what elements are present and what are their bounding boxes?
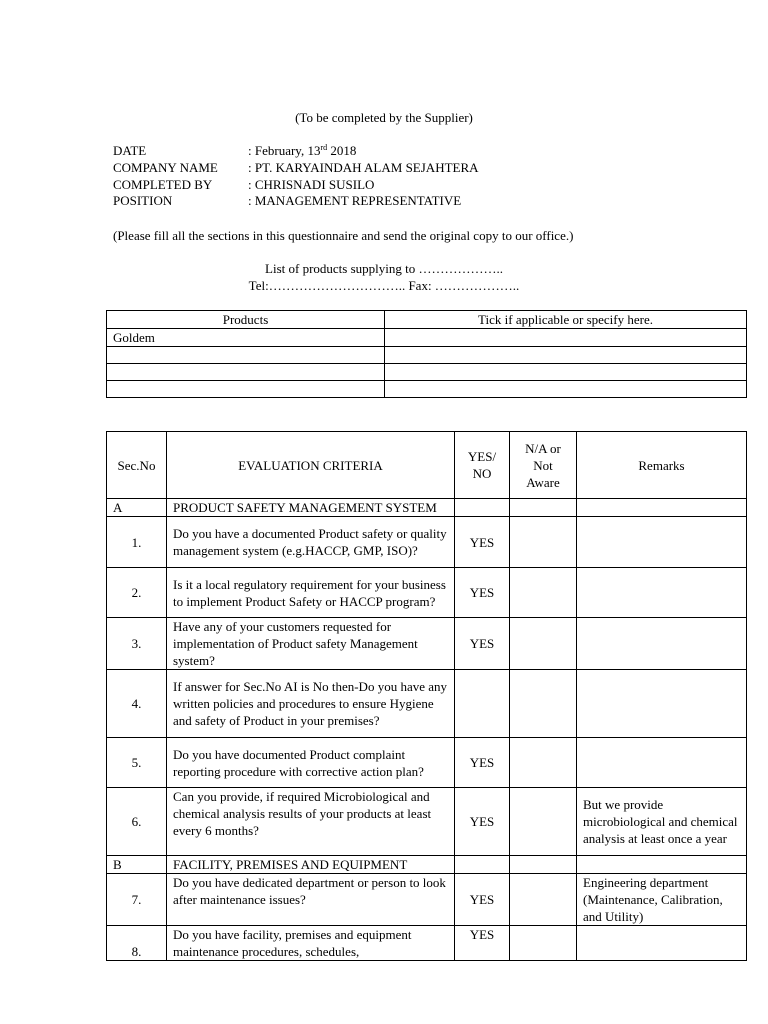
- products-header-row: [107, 311, 747, 329]
- table-row: [107, 364, 747, 381]
- table-row: [107, 329, 747, 347]
- yes-no-cell[interactable]: YES: [455, 874, 510, 926]
- section-blank: [455, 499, 510, 517]
- na-cell[interactable]: [510, 618, 577, 670]
- yes-no-cell[interactable]: [455, 670, 510, 738]
- row-number: 1.: [107, 517, 167, 568]
- products-header: Products: [107, 311, 385, 329]
- section-title: PRODUCT SAFETY MANAGEMENT SYSTEM: [167, 499, 455, 517]
- yes-no-header: YES/ NO: [455, 432, 510, 499]
- product-cell[interactable]: [107, 347, 385, 364]
- position-value: : MANAGEMENT REPRESENTATIVE: [248, 193, 462, 208]
- section-blank: [577, 856, 747, 874]
- position-label: POSITION: [113, 193, 173, 208]
- tick-cell[interactable]: [385, 381, 747, 398]
- date-value: : February, 13rd 2018: [248, 143, 357, 158]
- table-row: [107, 568, 747, 618]
- remarks-cell[interactable]: [577, 670, 747, 738]
- remarks-cell[interactable]: [577, 618, 747, 670]
- question-text: Do you have facility, premises and equipment maintenance procedures, schedules,: [167, 926, 455, 961]
- row-number: 7.: [107, 874, 167, 926]
- supplier-note: (To be completed by the Supplier): [295, 110, 473, 125]
- remarks-cell[interactable]: [577, 738, 747, 788]
- tick-cell[interactable]: [385, 347, 747, 364]
- na-cell[interactable]: [510, 926, 577, 961]
- row-number: 2.: [107, 568, 167, 618]
- tick-header: Tick if applicable or specify here.: [385, 311, 747, 329]
- na-cell[interactable]: [510, 517, 577, 568]
- table-row: [107, 738, 747, 788]
- section-blank: [455, 856, 510, 874]
- completed-by-value: : CHRISNADI SUSILO: [248, 177, 375, 192]
- question-text: Have any of your customers requested for implementation of Product safety Management system?: [167, 618, 455, 670]
- row-number: 6.: [107, 788, 167, 856]
- na-header: N/A or Not Aware: [510, 432, 577, 499]
- row-number: 8.: [107, 926, 167, 961]
- table-row: [107, 381, 747, 398]
- product-cell[interactable]: Goldem: [107, 329, 385, 347]
- product-cell[interactable]: [107, 364, 385, 381]
- section-code: B: [107, 856, 167, 874]
- remarks-header: Remarks: [577, 432, 747, 499]
- table-row: [107, 926, 747, 961]
- section-blank: [510, 856, 577, 874]
- table-row: [107, 670, 747, 738]
- date-label: DATE: [113, 143, 147, 158]
- row-number: 4.: [107, 670, 167, 738]
- table-row: [107, 517, 747, 568]
- remarks-cell[interactable]: [577, 926, 747, 961]
- yes-no-cell[interactable]: YES: [455, 517, 510, 568]
- table-row: [107, 788, 747, 856]
- tick-cell[interactable]: [385, 329, 747, 347]
- question-text: Can you provide, if required Microbiological and chemical analysis results of your products at least every 6 months?: [167, 788, 455, 856]
- question-text: Do you have dedicated department or person to look after maintenance issues?: [167, 874, 455, 926]
- row-number: 3.: [107, 618, 167, 670]
- table-row: [107, 347, 747, 364]
- question-text: Is it a local regulatory requirement for your business to implement Product Safety or HACCP program?: [167, 568, 455, 618]
- na-cell[interactable]: [510, 738, 577, 788]
- table-row: [107, 874, 747, 926]
- na-cell[interactable]: [510, 788, 577, 856]
- product-cell[interactable]: [107, 381, 385, 398]
- question-text: If answer for Sec.No AI is No then-Do you have any written policies and procedures to ensure Hygiene and safety of Product in your premises?: [167, 670, 455, 738]
- row-number: 5.: [107, 738, 167, 788]
- evaluation-table: [106, 431, 747, 961]
- section-code: A: [107, 499, 167, 517]
- yes-no-cell[interactable]: YES: [455, 568, 510, 618]
- company-label: COMPANY NAME: [113, 160, 218, 175]
- table-row: [107, 618, 747, 670]
- section-a-row: [107, 499, 747, 517]
- completed-by-label: COMPLETED BY: [113, 177, 213, 192]
- remarks-cell[interactable]: [577, 568, 747, 618]
- question-text: Do you have a documented Product safety or quality management system (e.g.HACCP, GMP, ISO)?: [167, 517, 455, 568]
- section-title: FACILITY, PREMISES AND EQUIPMENT: [167, 856, 455, 874]
- criteria-header: EVALUATION CRITERIA: [167, 432, 455, 499]
- remarks-cell[interactable]: But we provide microbiological and chemical analysis at least once a year: [577, 788, 747, 856]
- na-cell[interactable]: [510, 874, 577, 926]
- eval-header-row: [107, 432, 747, 499]
- tel-fax-line: Tel:………………………….. Fax: ………………..: [248, 278, 520, 293]
- yes-no-cell[interactable]: YES: [455, 926, 510, 961]
- question-text: Do you have documented Product complaint reporting procedure with corrective action plan?: [167, 738, 455, 788]
- section-blank: [510, 499, 577, 517]
- section-b-row: [107, 856, 747, 874]
- remarks-cell[interactable]: Engineering department (Maintenance, Calibration, and Utility): [577, 874, 747, 926]
- secno-header: Sec.No: [107, 432, 167, 499]
- na-cell[interactable]: [510, 568, 577, 618]
- instruction-text: (Please fill all the sections in this questionnaire and send the original copy to our office.): [113, 228, 574, 243]
- company-value: : PT. KARYAINDAH ALAM SEJAHTERA: [248, 160, 479, 175]
- yes-no-cell[interactable]: YES: [455, 788, 510, 856]
- products-supplying-line: List of products supplying to ………………..: [265, 261, 503, 276]
- na-cell[interactable]: [510, 670, 577, 738]
- section-blank: [577, 499, 747, 517]
- yes-no-cell[interactable]: YES: [455, 618, 510, 670]
- remarks-cell[interactable]: [577, 517, 747, 568]
- tick-cell[interactable]: [385, 364, 747, 381]
- yes-no-cell[interactable]: YES: [455, 738, 510, 788]
- products-table: [106, 310, 747, 398]
